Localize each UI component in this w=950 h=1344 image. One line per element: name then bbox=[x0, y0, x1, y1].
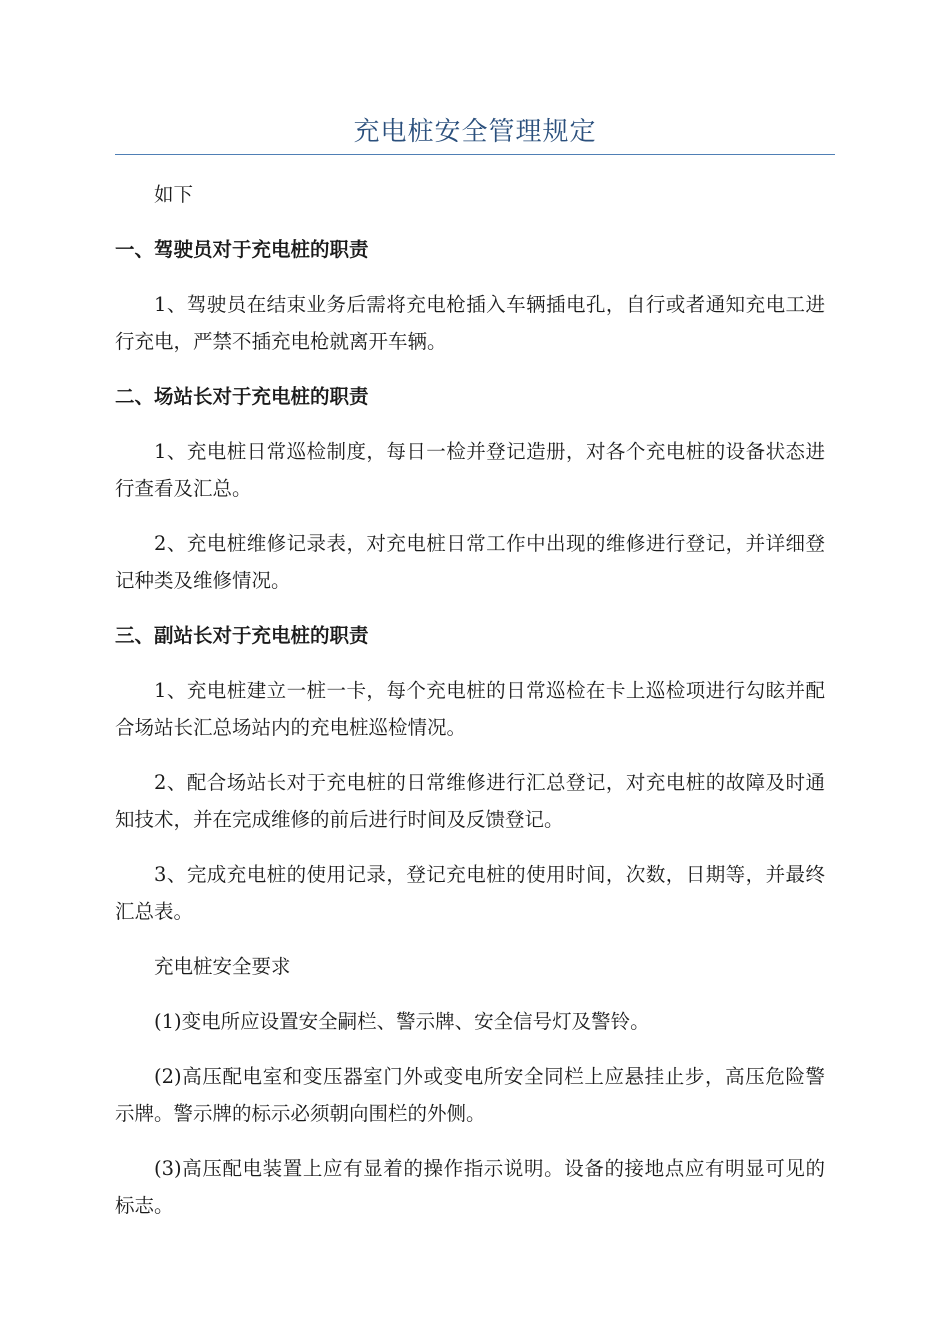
document-title: 充电桩安全管理规定 bbox=[353, 117, 597, 147]
station-manager-duty-1: 1、充电桩日常巡检制度，每日一检并登记造册，对各个充电桩的设备状态进行查看及汇总。 bbox=[115, 440, 825, 500]
safety-item-3: (3)高压配电装置上应有显着的操作指示说明。设备的接地点应有明显可见的标志。 bbox=[115, 1157, 825, 1217]
title-underline bbox=[115, 154, 835, 155]
safety-requirements-label: 充电桩安全要求 bbox=[154, 955, 291, 978]
deputy-manager-duty-1: 1、充电桩建立一桩一卡，每个充电桩的日常巡检在卡上巡检项进行勾眩并配合场站长汇总场站内的充电桩巡检情况。 bbox=[115, 679, 825, 739]
safety-item-2: (2)高压配电室和变压器室门外或变电所安全同栏上应悬挂止步，高压危险警示牌。警示牌的标示必须朝向围栏的外侧。 bbox=[115, 1065, 825, 1125]
safety-item-1: (1)变电所应设置安全嗣栏、警示牌、安全信号灯及警铃。 bbox=[154, 1010, 650, 1033]
intro-paragraph: 如下 bbox=[154, 183, 194, 206]
section-heading-deputy-manager: 三、副站长对于充电桩的职责 bbox=[115, 624, 369, 647]
deputy-manager-duty-3: 3、完成充电桩的使用记录，登记充电桩的使用时间，次数，日期等，并最终汇总表。 bbox=[115, 863, 825, 923]
deputy-manager-duty-2: 2、配合场站长对于充电桩的日常维修进行汇总登记，对充电桩的故障及时通知技术，并在完成维修的前后进行时间及反馈登记。 bbox=[115, 771, 825, 831]
section-heading-station-manager: 二、场站长对于充电桩的职责 bbox=[115, 385, 369, 408]
driver-duty-1: 1、驾驶员在结束业务后需将充电枪插入车辆插电孔，自行或者通知充电工进行充电，严禁不插充电枪就离开车辆。 bbox=[115, 293, 825, 353]
section-heading-driver: 一、驾驶员对于充电桩的职责 bbox=[115, 238, 369, 261]
station-manager-duty-2: 2、充电桩维修记录表，对充电桩日常工作中出现的维修进行登记，并详细登记种类及维修情况。 bbox=[115, 532, 825, 592]
document-body bbox=[115, 176, 825, 1242]
